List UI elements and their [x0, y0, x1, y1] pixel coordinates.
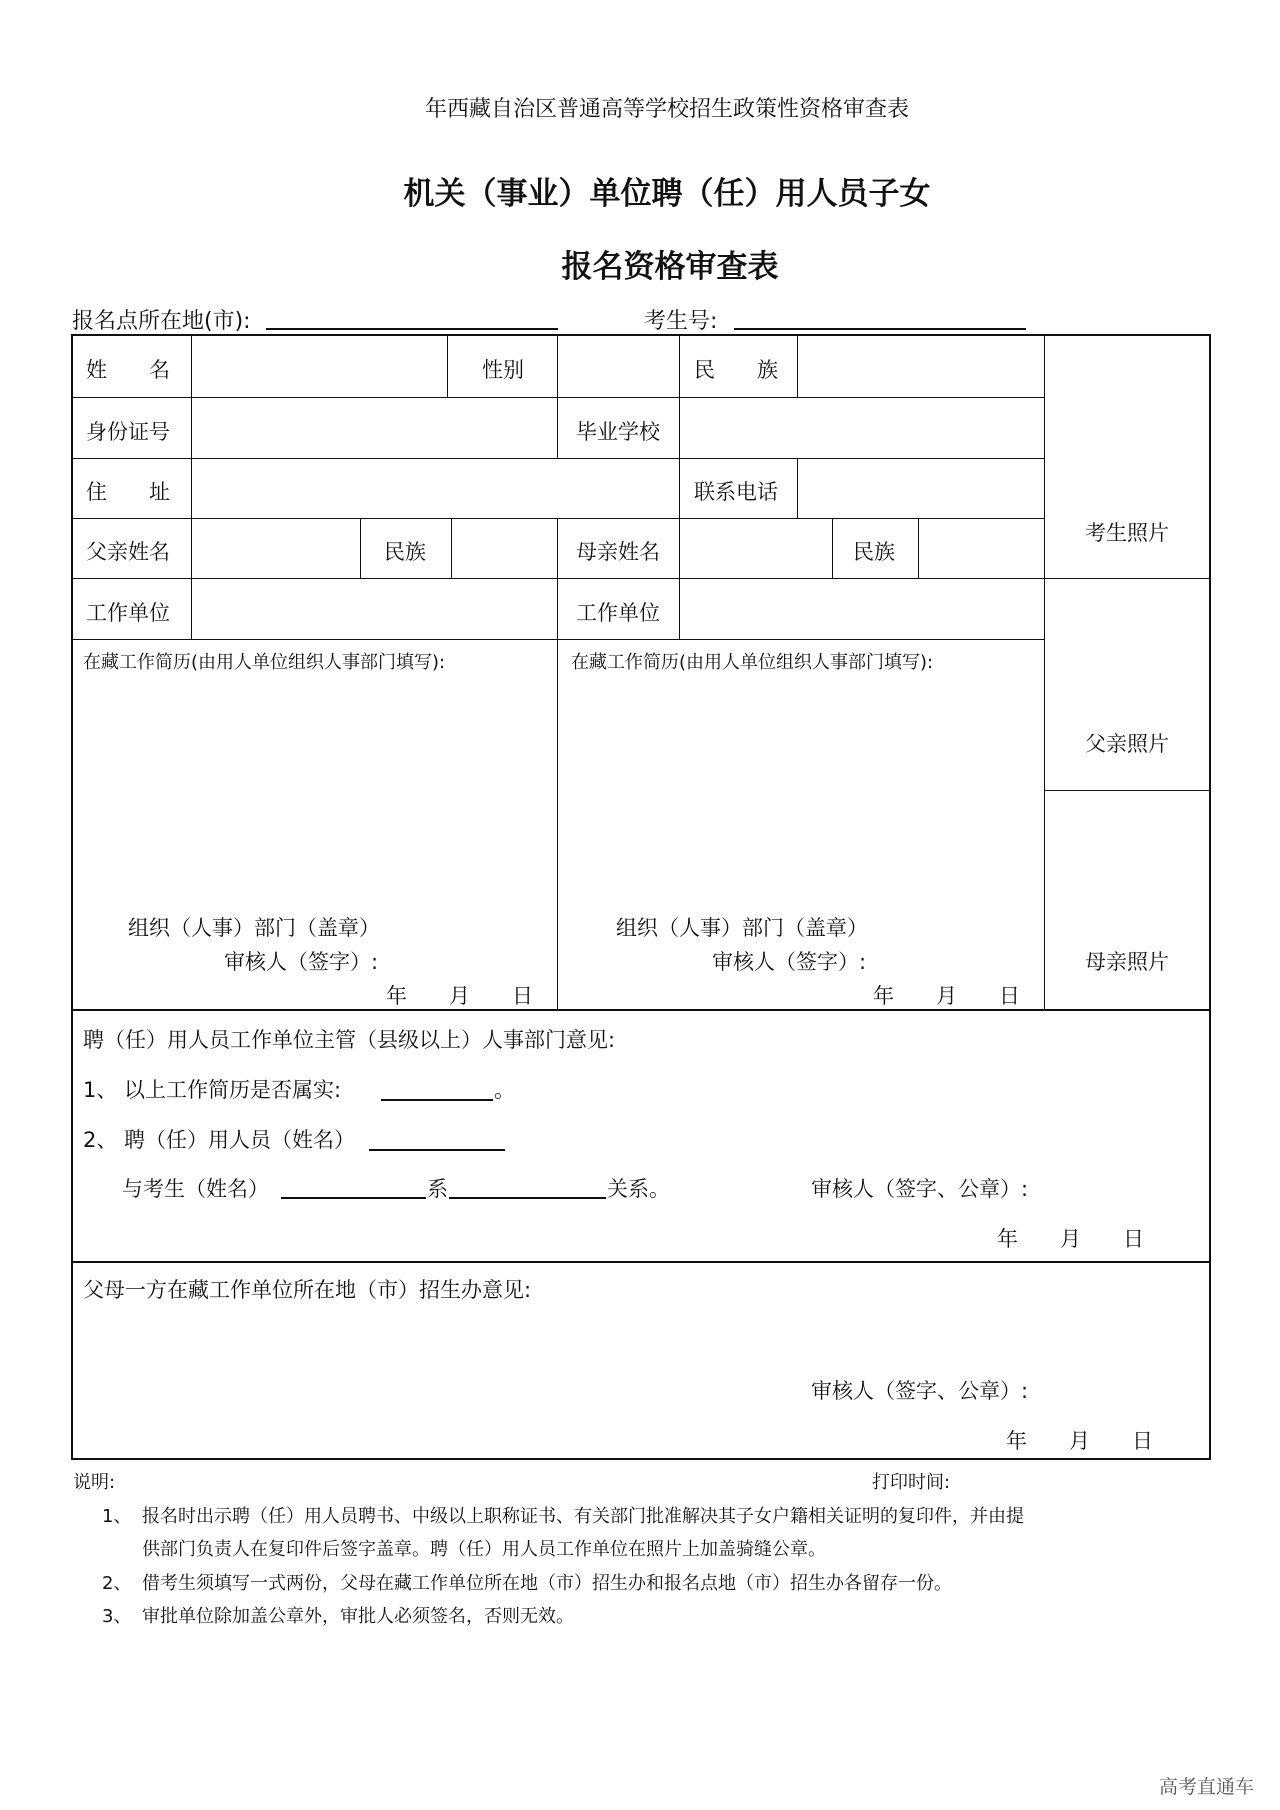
- mother-ethnicity-field[interactable]: [920, 520, 1043, 577]
- id-field[interactable]: [193, 399, 556, 457]
- note2-number: 2、: [102, 1573, 132, 1594]
- location-label: 报名点所在地(市):: [72, 309, 251, 334]
- mother-photo-label: 母亲照片: [1085, 950, 1169, 974]
- relationship-field[interactable]: [449, 1197, 606, 1199]
- ethnicity-field[interactable]: [799, 336, 1043, 396]
- father-ethnicity-label: 民族: [384, 540, 426, 564]
- father-name-field[interactable]: [193, 520, 359, 577]
- note1-line1: 报名时出示聘（任）用人员聘书、中级以上职称证书、有关部门批准解决其子女户籍相关证明的复印件，并由提: [142, 1506, 1024, 1527]
- location-field[interactable]: [266, 328, 558, 330]
- mother-reviewer-sign: 审核人（签字）:: [712, 950, 867, 974]
- watermark: 高考直通车: [1158, 1776, 1254, 1798]
- mother-name-label: 母亲姓名: [576, 540, 660, 564]
- exam-no-label: 考生号:: [644, 309, 718, 334]
- note3-number: 3、: [102, 1606, 132, 1627]
- student-photo-label: 考生照片: [1085, 521, 1169, 545]
- note3-text: 审批单位除加盖公章外，审批人必须签名，否则无效。: [142, 1606, 574, 1627]
- exam-no-field[interactable]: [734, 328, 1026, 330]
- id-label: 身份证号: [86, 420, 170, 444]
- father-photo-label: 父亲照片: [1085, 732, 1169, 756]
- form-title-line1: 机关（事业）单位聘（任）用人员子女: [403, 176, 931, 212]
- opinion1-rel-mid: 系: [427, 1177, 448, 1201]
- ethnicity-label: 民 族: [694, 358, 778, 382]
- opinion1-rel-prefix: 与考生（姓名）: [122, 1177, 269, 1201]
- note2-text: 借考生须填写一式两份，父母在藏工作单位所在地（市）招生办和报名点地（市）招生办各留存一份。: [142, 1573, 952, 1594]
- print-time-label: 打印时间:: [872, 1472, 951, 1493]
- father-ethnicity-field[interactable]: [453, 520, 556, 577]
- student-name-field[interactable]: [281, 1197, 426, 1199]
- opinion1-rel-end: 关系。: [607, 1177, 670, 1201]
- opinion1-q2: 2、 聘（任）用人员（姓名）: [83, 1128, 356, 1152]
- school-label: 毕业学校: [576, 420, 660, 444]
- opinion1-date: 年 月 日: [997, 1227, 1144, 1251]
- opinion2-date: 年 月 日: [1006, 1429, 1153, 1453]
- form-title-line2: 报名资格审查表: [561, 249, 779, 285]
- form-subtitle: 年西藏自治区普通高等学校招生政策性资格审查表: [424, 97, 910, 122]
- mother-ethnicity-label: 民族: [853, 540, 895, 564]
- note1-number: 1、: [102, 1506, 132, 1527]
- father-org-seal: 组织（人事）部门（盖章）: [128, 916, 380, 940]
- school-field[interactable]: [681, 399, 1043, 457]
- father-resume-date: 年 月 日: [386, 984, 533, 1008]
- father-reviewer-sign: 审核人（签字）:: [224, 950, 379, 974]
- employee-name-field[interactable]: [369, 1149, 505, 1151]
- mother-name-field[interactable]: [681, 520, 831, 577]
- mother-work-label: 工作单位: [576, 601, 660, 625]
- note1-line2: 供部门负责人在复印件后签字盖章。聘（任）用人员工作单位在照片上加盖骑缝公章。: [142, 1539, 826, 1560]
- gender-label: 性别: [482, 358, 524, 382]
- verification-field[interactable]: [381, 1099, 493, 1101]
- father-work-label: 工作单位: [86, 601, 170, 625]
- notes-label: 说明:: [73, 1472, 116, 1493]
- opinion2-title: 父母一方在藏工作单位所在地（市）招生办意见:: [83, 1278, 532, 1302]
- mother-org-seal: 组织（人事）部门（盖章）: [616, 916, 868, 940]
- opinion2-reviewer: 审核人（签字、公章）:: [811, 1379, 1029, 1403]
- father-resume-label: 在藏工作简历(由用人单位组织人事部门填写):: [83, 652, 446, 673]
- opinion1-q1: 1、 以上工作简历是否属实:: [83, 1078, 342, 1102]
- father-name-label: 父亲姓名: [86, 540, 170, 564]
- mother-resume-date: 年 月 日: [873, 984, 1020, 1008]
- mother-resume-label: 在藏工作简历(由用人单位组织人事部门填写):: [571, 652, 934, 673]
- gender-field[interactable]: [559, 336, 678, 396]
- phone-field[interactable]: [799, 460, 1043, 517]
- address-label: 住 址: [86, 480, 170, 504]
- opinion1-reviewer: 审核人（签字、公章）:: [811, 1177, 1029, 1201]
- opinion1-title: 聘（任）用人员工作单位主管（县级以上）人事部门意见:: [83, 1028, 616, 1052]
- name-label: 姓 名: [86, 358, 170, 382]
- opinion1-q1-end: 。: [494, 1078, 515, 1102]
- father-work-field[interactable]: [193, 580, 556, 638]
- phone-label: 联系电话: [694, 480, 778, 504]
- address-field[interactable]: [193, 460, 678, 517]
- mother-work-field[interactable]: [681, 580, 1043, 638]
- name-field[interactable]: [193, 336, 446, 396]
